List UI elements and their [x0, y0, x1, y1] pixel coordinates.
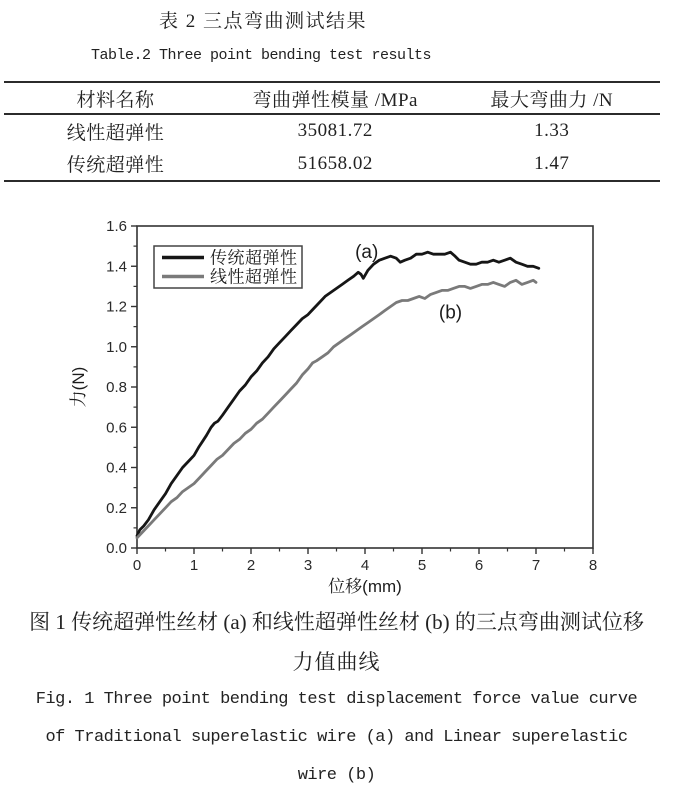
x-axis-tick-label: 5: [417, 557, 427, 574]
x-axis-tick-label: 8: [588, 557, 598, 574]
figure-caption-en-line3: wire (b): [297, 766, 376, 785]
figure-caption-zh-line1: 图 1 传统超弹性丝材 (a) 和线性超弹性丝材 (b) 的三点弯曲测试位移: [29, 610, 644, 634]
table-header-cell: 弯曲弹性模量 /MPa: [252, 89, 418, 111]
y-axis-tick-label: 1.0: [106, 338, 127, 356]
table-header-cell: 最大弯曲力 /N: [490, 89, 614, 111]
y-axis-tick-label: 0.4: [106, 459, 127, 477]
table-cell: 1.47: [534, 152, 570, 174]
x-axis-title: 位移(mm): [328, 577, 402, 596]
table-cell: 1.33: [534, 120, 570, 142]
figure-caption-en-line2: of Traditional superelastic wire (a) and Linear superelastic: [45, 728, 628, 747]
series-line-traditional: [137, 252, 539, 536]
annotation-b: (b): [438, 302, 463, 324]
y-axis-tick-label: 0.6: [106, 419, 127, 437]
y-axis-tick-label: 1.2: [106, 298, 127, 316]
x-axis-tick-label: 0: [132, 557, 142, 574]
table-title-en: Table.2 Three point bending test results: [90, 47, 432, 64]
table-cell: 35081.72: [297, 120, 373, 142]
y-axis-tick-label: 0.0: [106, 540, 127, 557]
series-line-linear: [137, 280, 536, 538]
table-header-cell: 材料名称: [76, 89, 155, 111]
y-axis-tick-label: 0.2: [106, 499, 127, 517]
table-cell: 线性超弹性: [66, 122, 165, 144]
x-axis-tick-label: 6: [474, 557, 484, 574]
table-cell: 传统超弹性: [66, 155, 165, 177]
x-axis-tick-label: 7: [531, 557, 541, 574]
x-axis-tick-label: 2: [246, 557, 256, 574]
x-axis-tick-label: 4: [360, 557, 370, 574]
y-axis-title: 力(N): [69, 366, 88, 408]
annotation-a: (a): [355, 242, 379, 264]
x-axis-tick-label: 3: [303, 557, 313, 574]
figure-caption-zh-line2: 力值曲线: [292, 650, 381, 674]
legend-label: 线性超弹性: [210, 267, 298, 287]
y-axis-tick-label: 0.8: [106, 379, 127, 396]
y-axis-tick-label: 1.6: [106, 218, 127, 235]
y-axis-tick-label: 1.4: [106, 258, 127, 276]
table-title-zh: 表 2 三点弯曲测试结果: [158, 11, 367, 32]
table-cell: 51658.02: [297, 152, 373, 174]
legend-label: 传统超弹性: [210, 248, 298, 268]
figure-caption-en-line1: Fig. 1 Three point bending test displacement force value curve: [35, 690, 638, 709]
x-axis-tick-label: 1: [189, 557, 199, 574]
